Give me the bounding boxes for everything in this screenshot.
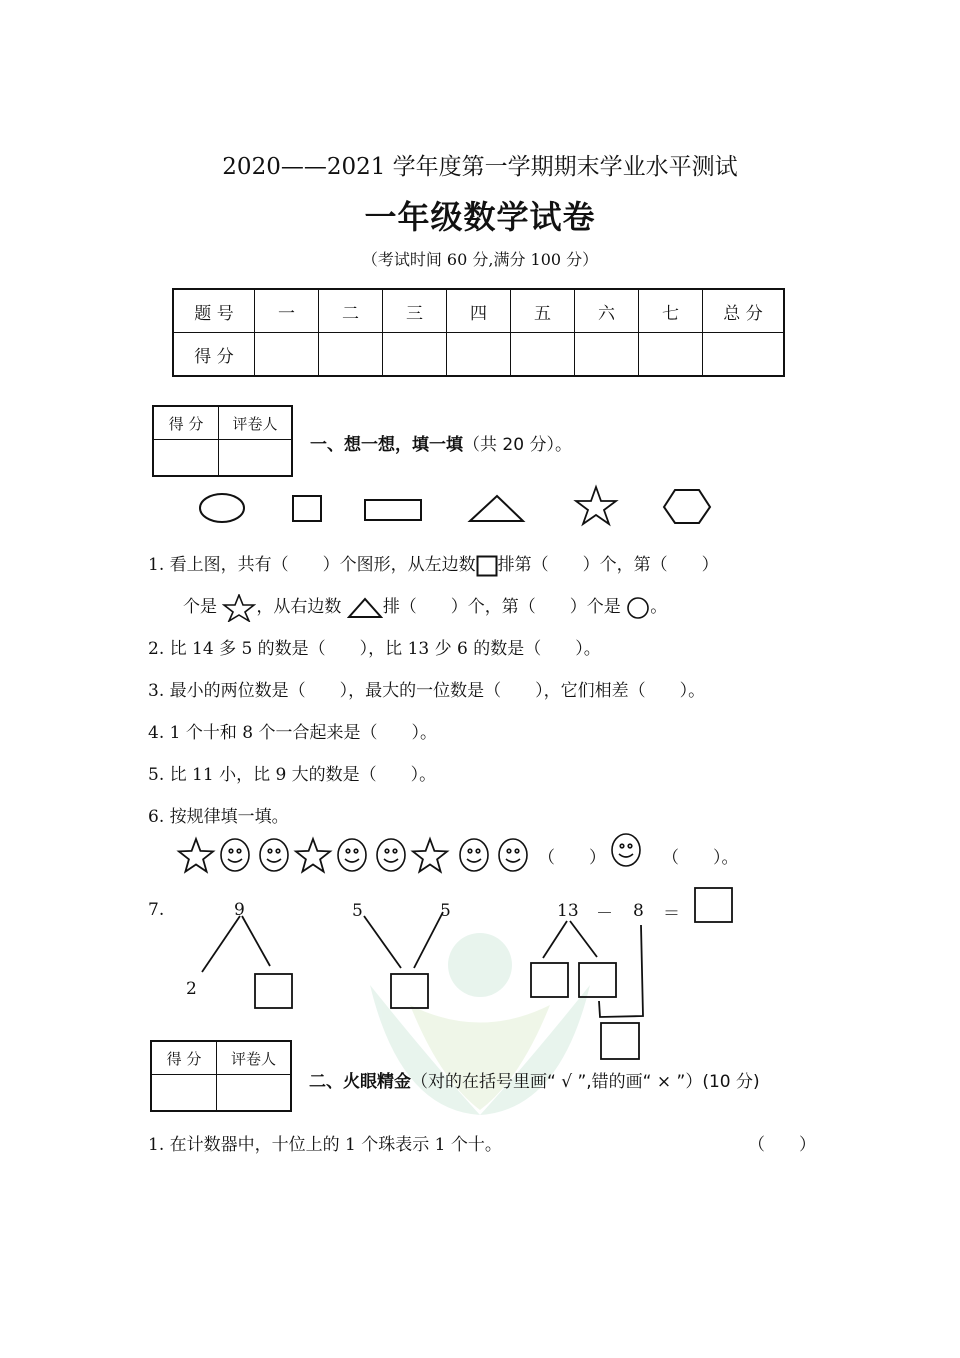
tree2-right-number: 5 (440, 901, 451, 921)
q1-text-f: 。 (650, 597, 668, 617)
section1-title-bold: 一、想一想，填一填 (310, 435, 463, 455)
score-header-cell: 总 分 (703, 289, 785, 333)
equation-minus: － (596, 904, 613, 924)
score-header-cell: 七 (639, 289, 703, 333)
section1-title-points: （共 20 分）。 (463, 435, 572, 455)
question-1-line-1 (148, 550, 719, 577)
grader-name-cell[interactable] (219, 440, 293, 477)
square-icon (476, 555, 498, 577)
score-header-cell: 三 (383, 289, 447, 333)
grader-score-label: 得 分 (153, 406, 219, 440)
main-title: 一年级数学试卷 (364, 198, 596, 236)
question-5: 5. 比 11 小，比 9 大的数是（ ）。 (148, 765, 437, 785)
circle-icon (626, 596, 650, 620)
section1-title (310, 430, 572, 455)
grader-box-section1 (152, 405, 293, 477)
grader-name-label: 评卷人 (219, 406, 293, 440)
pattern-blank-1[interactable]: （ ） (538, 848, 606, 868)
score-cell[interactable] (639, 333, 703, 377)
score-cell[interactable] (255, 333, 319, 377)
section2-title-bold: 二、火眼精金 (309, 1072, 411, 1092)
question-3: 3. 最小的两位数是（ ），最大的一位数是（ ），它们相差（ ）。 (148, 681, 706, 701)
score-row-label: 得 分 (173, 333, 255, 377)
score-cell[interactable] (447, 333, 511, 377)
section2-title-instructions: （对的在括号里画“ √ ”,错的画“ × ”）(10 分) (411, 1072, 760, 1092)
question-4: 4. 1 个十和 8 个一合起来是（ ）。 (148, 723, 437, 743)
score-table (172, 288, 785, 377)
exam-title: 2020——2021 学年度第一学期期末学业水平测试 (222, 154, 738, 180)
grader-name-cell[interactable] (217, 1075, 292, 1112)
q1-text-e: 排（ ）个，第（ ）个是 (382, 597, 621, 617)
equation-equals: ＝ (663, 904, 680, 924)
question-1-line-2 (183, 592, 667, 622)
question-2: 2. 比 14 多 5 的数是（ ），比 13 少 6 的数是（ ）。 (148, 639, 601, 659)
exam-subtitle: （考试时间 60 分,满分 100 分） (361, 250, 599, 269)
grader-score-cell[interactable] (151, 1075, 217, 1112)
score-header-cell: 四 (447, 289, 511, 333)
grader-score-cell[interactable] (153, 440, 219, 477)
score-header-cell: 六 (575, 289, 639, 333)
score-cell[interactable] (703, 333, 785, 377)
score-cell[interactable] (511, 333, 575, 377)
score-table-score-row (173, 333, 784, 377)
score-table-header-row (173, 289, 784, 333)
score-header-cell: 一 (255, 289, 319, 333)
pattern-blank-2[interactable]: （ ）。 (662, 848, 739, 868)
score-header-cell: 五 (511, 289, 575, 333)
section2-question-1: 1. 在计数器中，十位上的 1 个珠表示 1 个十。 (148, 1135, 502, 1155)
grader-name-label: 评卷人 (217, 1041, 292, 1075)
score-cell[interactable] (383, 333, 447, 377)
question-7-label: 7. (148, 900, 165, 920)
tree2-left-number: 5 (352, 901, 363, 921)
score-cell[interactable] (575, 333, 639, 377)
q1-text-b: 排第（ ）个，第（ ） (497, 555, 719, 575)
triangle-icon (347, 597, 383, 619)
score-header-cell: 二 (319, 289, 383, 333)
grader-box-section2 (150, 1040, 292, 1112)
section2-title (309, 1067, 760, 1092)
grader-score-label: 得 分 (151, 1041, 217, 1075)
section2-question-1-answer[interactable]: （ ） (748, 1135, 816, 1155)
q1-text-a: 1. 看上图，共有（ ）个图形，从左边数 (148, 555, 476, 575)
question-6: 6. 按规律填一填。 (148, 807, 289, 827)
tree1-left-number: 2 (186, 979, 197, 999)
equation-minuend: 13 (557, 901, 579, 921)
q1-text-d: ，从右边数 (256, 597, 342, 617)
q1-text-c: 个是 (183, 597, 217, 617)
equation-subtrahend: 8 (633, 901, 644, 921)
star-icon (222, 594, 256, 622)
score-header-cell: 题 号 (173, 289, 255, 333)
score-cell[interactable] (319, 333, 383, 377)
tree1-top-number: 9 (234, 900, 245, 920)
